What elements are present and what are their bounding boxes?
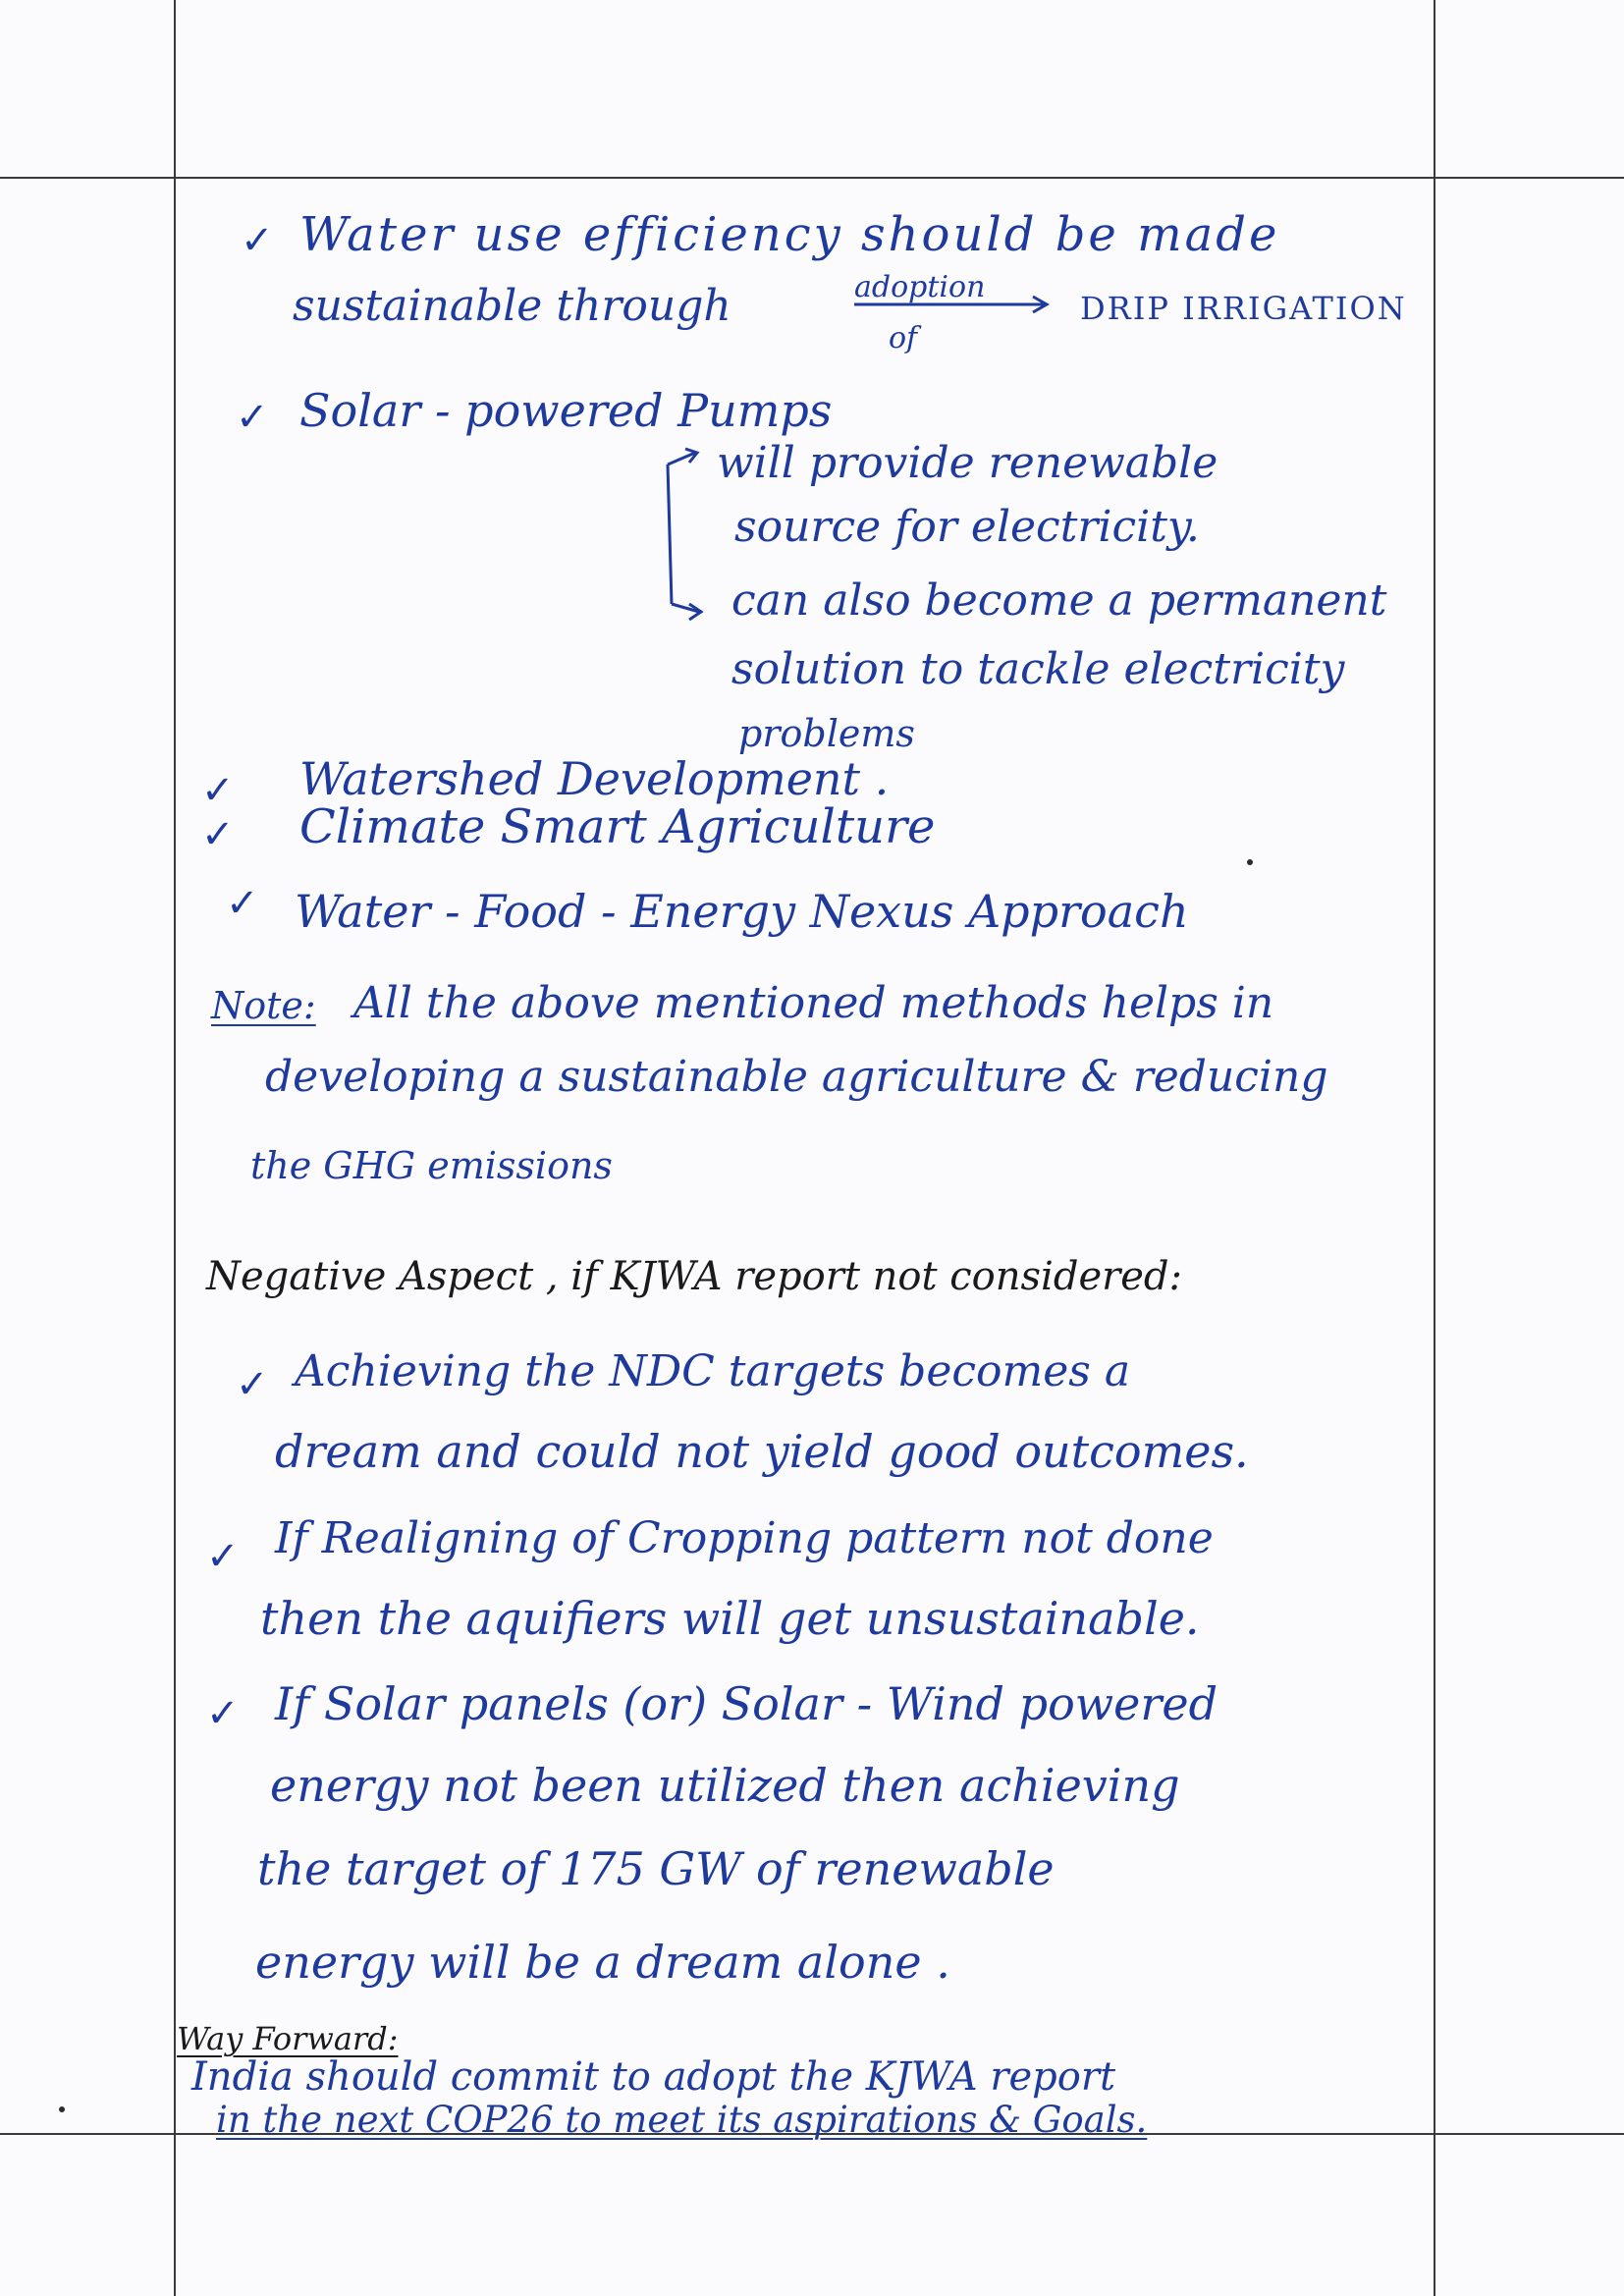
tick-mark: ✓ (206, 1534, 240, 1579)
section-heading: Negative Aspect , if KJWA report not considered: (206, 1254, 1182, 1299)
note-label: Note: (211, 984, 316, 1027)
text-line: DRIP IRRIGATION (1080, 290, 1407, 327)
text-line: adoption (854, 270, 986, 304)
top-margin-line (0, 177, 1624, 179)
stray-dot (1247, 859, 1253, 865)
text-line: of (889, 321, 918, 355)
right-margin-line (1434, 0, 1435, 2296)
text-line: will provide renewable (717, 438, 1218, 488)
text-line: Water use efficiency should be made (299, 207, 1280, 262)
tick-mark: ✓ (241, 218, 274, 263)
text-line: problems (738, 712, 915, 755)
text-line: India should commit to adopt the KJWA report (191, 2054, 1116, 2100)
text-line: can also become a permanent (731, 575, 1387, 626)
tick-mark: ✓ (201, 768, 235, 813)
left-margin-line (174, 0, 176, 2296)
arrow-right-icon (852, 295, 1054, 318)
text-line: dream and could not yield good outcomes. (275, 1425, 1249, 1478)
text-line: energy will be a dream alone . (255, 1936, 950, 1989)
text-line: energy not been utilized then achieving (270, 1759, 1180, 1812)
tick-mark: ✓ (226, 881, 259, 926)
way-forward-label: Way Forward: (177, 2020, 399, 2057)
text-line: source for electricity. (734, 502, 1200, 552)
text-line: then the aquifiers will get unsustainable. (260, 1592, 1200, 1645)
text-line: If Solar panels (or) Solar - Wind powered (275, 1677, 1218, 1730)
text-line: Water - Food - Energy Nexus Approach (295, 885, 1189, 938)
text-line: the GHG emissions (250, 1144, 613, 1187)
stray-dot (59, 2106, 65, 2112)
text-line: solution to tackle electricity (731, 644, 1345, 694)
text-line: All the above mentioned methods helps in (353, 978, 1274, 1028)
text-line: Solar - powered Pumps (299, 384, 833, 437)
text-line: sustainable through (293, 281, 731, 331)
tick-mark: ✓ (206, 1691, 240, 1736)
text-line: Achieving the NDC targets becomes a (295, 1346, 1131, 1396)
tick-mark: ✓ (236, 1362, 269, 1407)
tick-mark: ✓ (236, 395, 269, 440)
text-line: Watershed Development . (299, 752, 890, 805)
branch-arrow-icon (658, 447, 717, 624)
text-line: Climate Smart Agriculture (299, 799, 936, 854)
text-line: developing a sustainable agriculture & reducing (265, 1052, 1328, 1102)
text-line: If Realigning of Cropping pattern not done (275, 1513, 1214, 1563)
text-line: in the next COP26 to meet its aspirations & Goals. (216, 2099, 1148, 2141)
text-line: the target of 175 GW of renewable (257, 1842, 1055, 1895)
tick-mark: ✓ (201, 812, 235, 857)
